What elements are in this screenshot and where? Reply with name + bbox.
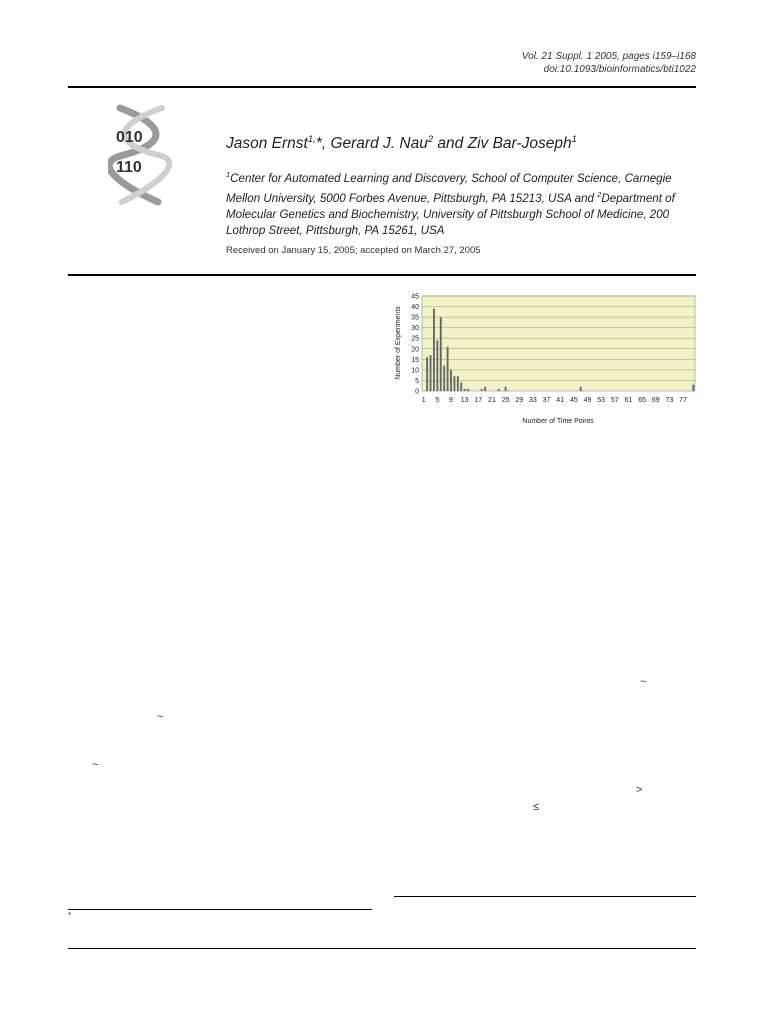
page-bottom-rule [68,948,696,949]
plot-area [422,296,695,391]
x-axis-label: Number of Time Points [522,418,594,425]
x-tick-label: 37 [542,397,551,404]
x-tick-label: 17 [474,397,483,404]
greater-than-symbol: > [636,784,643,796]
histogram-bar [457,376,459,391]
author-name: Jason Ernst [226,135,308,153]
x-tick-label: 21 [488,397,496,404]
received-date: Received on January 15, 2005; accepted on March 27, 2005 [226,245,481,256]
y-tick-label: 45 [411,293,419,301]
histogram-bar [436,340,438,391]
corresponding-author-mark: * [315,135,322,153]
histogram-bar [447,347,449,391]
x-tick-label: 53 [597,397,606,404]
affiliation-sup: 2 [597,189,602,199]
x-tick-label: 57 [610,397,619,404]
logo-binary-2: 110 [116,159,142,176]
column-rule-right [394,896,696,897]
histogram-bar [460,383,462,391]
x-tick-label: 49 [583,397,592,404]
affiliation-text: Department of Molecular Genetics and Biochemistry, University of Pittsburgh School of Medicine, 200 Lothrop Street, Pittsburgh, PA 15261, USA [226,191,675,237]
affiliations [226,167,706,239]
journal-reference [522,50,696,76]
less-or-equal-symbol: ≤ [533,801,540,813]
histogram-bar [467,389,469,391]
histogram-bar [440,317,442,391]
affiliation-sup: 1 [226,170,231,179]
histogram-bar [433,309,435,391]
x-tick-label: 25 [501,397,510,404]
author-affiliation-sup: 2 [427,134,434,145]
x-tick-label: 65 [638,397,647,404]
histogram-bar [498,389,500,391]
histogram-bar [505,387,507,391]
x-tick-label: 77 [679,397,687,404]
x-tick-label: 69 [651,397,660,404]
author-list [226,134,577,153]
y-tick-label: 15 [411,356,419,364]
y-axis-label: Number of Experiments [395,306,402,380]
x-tick-label: 33 [529,397,537,404]
y-tick-label: 40 [411,304,419,312]
y-tick-label: 30 [411,325,419,333]
volume-line: Vol. 21 Suppl. 1 2005, pages i159–i168 [521,51,696,62]
header-rule [68,86,696,88]
x-tick-label: 61 [624,397,633,404]
x-tick-label: 73 [665,397,674,404]
affiliation-text: Center for Automated Learning and Discovery, School of Computer Science, Carnegie Mellon University, 5000 Forbes Avenue, Pittsburgh, PA 15213, USA and [226,171,672,205]
histogram-bar [450,370,452,391]
author-name: Ziv Bar-Joseph [467,135,572,153]
author-affiliation-sup: 1, [307,134,316,145]
author-affiliation-sup: 1 [571,134,577,145]
title-block-rule [68,274,696,276]
histogram-bar [430,355,432,391]
histogram-bar [443,366,445,391]
x-tick-label: 13 [460,397,469,404]
doi-line: doi:10.1093/bioinformatics/bti1022 [543,64,696,75]
x-tick-label: 9 [449,397,453,404]
x-tick-label: 29 [515,397,524,404]
histogram-bar [464,389,466,391]
y-tick-label: 25 [411,335,419,343]
histogram-bar [692,385,694,391]
histogram-bar [580,387,582,391]
histogram-bar [453,376,455,391]
y-tick-label: 0 [415,388,419,396]
histogram-chart [390,290,700,430]
footnote-rule [68,909,372,910]
x-tick-label: 5 [435,397,440,404]
y-tick-label: 20 [411,346,419,354]
x-tick-label: 45 [569,397,578,404]
x-tick-label: 41 [556,397,565,404]
y-tick-label: 5 [415,377,419,385]
journal-logo [108,104,174,206]
tilde-symbol: ~ [92,759,99,771]
histogram-bar [484,387,486,391]
histogram-bar [426,357,428,391]
author-separator: , [321,135,331,153]
author-separator: and [433,135,468,153]
footnote-marker: * [68,911,72,920]
x-tick-label: 1 [421,397,426,404]
tilde-symbol: ~ [157,711,164,723]
tilde-symbol: ~ [640,676,647,688]
figure-chart [390,290,700,430]
histogram-bar [481,389,483,391]
author-name: Gerard J. Nau [330,135,428,153]
y-tick-label: 10 [411,367,419,375]
logo-binary-1: 010 [116,129,143,146]
y-tick-label: 35 [411,314,419,322]
